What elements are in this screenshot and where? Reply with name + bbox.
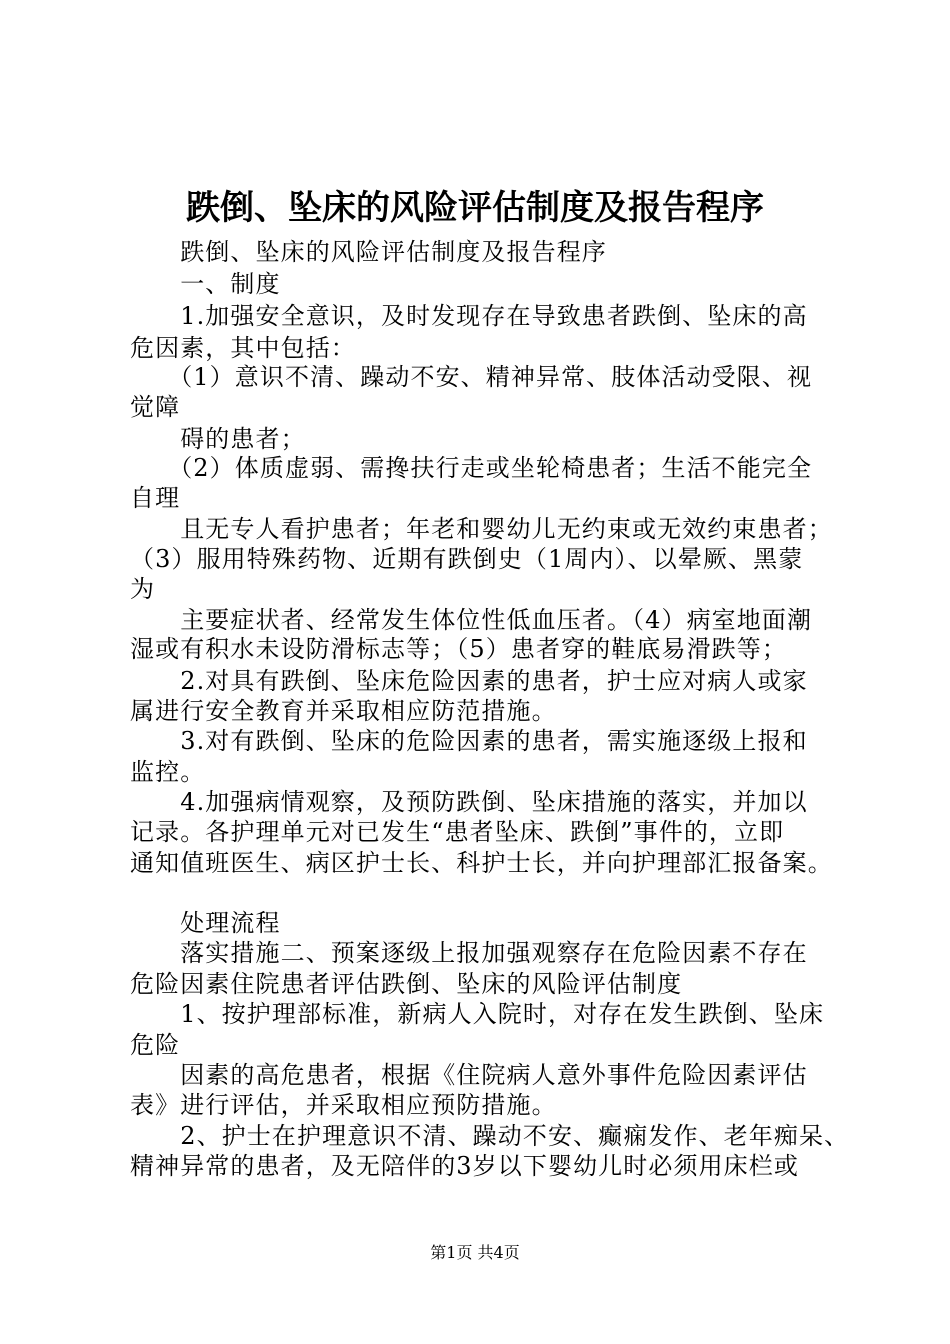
body-line: 处理流程 [130, 909, 281, 937]
body-line: 监控。 [130, 758, 206, 786]
body-line: 因素的高危患者，根据《住院病人意外事件危险因素评估 [130, 1061, 808, 1089]
body-line: 觉障 [130, 393, 181, 421]
body-line: 1.加强安全意识，及时发现存在导致患者跌倒、坠床的高 [130, 302, 808, 330]
body-line: 危险 [130, 1031, 181, 1059]
body-line: 跌倒、坠床的风险评估制度及报告程序 [130, 238, 607, 266]
body-line: 1、按护理部标准，新病人入院时，对存在发生跌倒、坠床 [130, 1000, 825, 1028]
body-line: 危因素，其中包括： [130, 334, 356, 362]
body-line: 2.对具有跌倒、坠床危险因素的患者，护士应对病人或家 [130, 667, 808, 695]
body-line: 记录。各护理单元对已发生“患者坠床、跌倒”事件的，立即 [130, 818, 785, 846]
body-line: 2、护士在护理意识不清、躁动不安、癫痫发作、老年痴呆、 [130, 1122, 850, 1150]
body-line: 碍的患者； [130, 425, 306, 453]
body-line: 一、制度 [130, 270, 281, 298]
body-line: 4.加强病情观察，及预防跌倒、坠床措施的落实，并加以 [130, 788, 808, 816]
body-line: 3.对有跌倒、坠床的危险因素的患者，需实施逐级上报和 [130, 727, 808, 755]
body-line: 通知值班医生、病区护士长、科护士长，并向护理部汇报备案。 [130, 849, 833, 877]
body-line: 湿或有积水未设防滑标志等；（5）患者穿的鞋底易滑跌等； [130, 635, 787, 663]
body-line: （2）体质虚弱、需搀扶行走或坐轮椅患者；生活不能完全 [130, 454, 813, 482]
body-line: 主要症状者、经常发生体位性低血压者。（4）病室地面潮 [130, 606, 813, 634]
body-line: 精神异常的患者，及无陪伴的3岁以下婴幼儿时必须用床栏或 [130, 1152, 799, 1180]
body-line: 落实措施二、预案逐级上报加强观察存在危险因素不存在 [130, 939, 808, 967]
body-line: 危险因素住院患者评估跌倒、坠床的风险评估制度 [130, 970, 683, 998]
body-line: 表》进行评估，并采取相应预防措施。 [130, 1091, 557, 1119]
page-number: 第1页 共4页 [430, 1243, 520, 1262]
body-line: （1）意识不清、躁动不安、精神异常、肢体活动受限、视 [130, 363, 813, 391]
document-title: 跌倒、坠床的风险评估制度及报告程序 [186, 188, 764, 228]
body-line: 为 [130, 575, 156, 603]
body-line: （3）服用特殊药物、近期有跌倒史（1周内）、以晕厥、黑蒙 [130, 545, 804, 573]
body-line: 且无专人看护患者；年老和婴幼儿无约束或无效约束患者； [130, 515, 833, 543]
body-line: 属进行安全教育并采取相应防范措施。 [130, 697, 557, 725]
body-line: 自理 [130, 484, 181, 512]
